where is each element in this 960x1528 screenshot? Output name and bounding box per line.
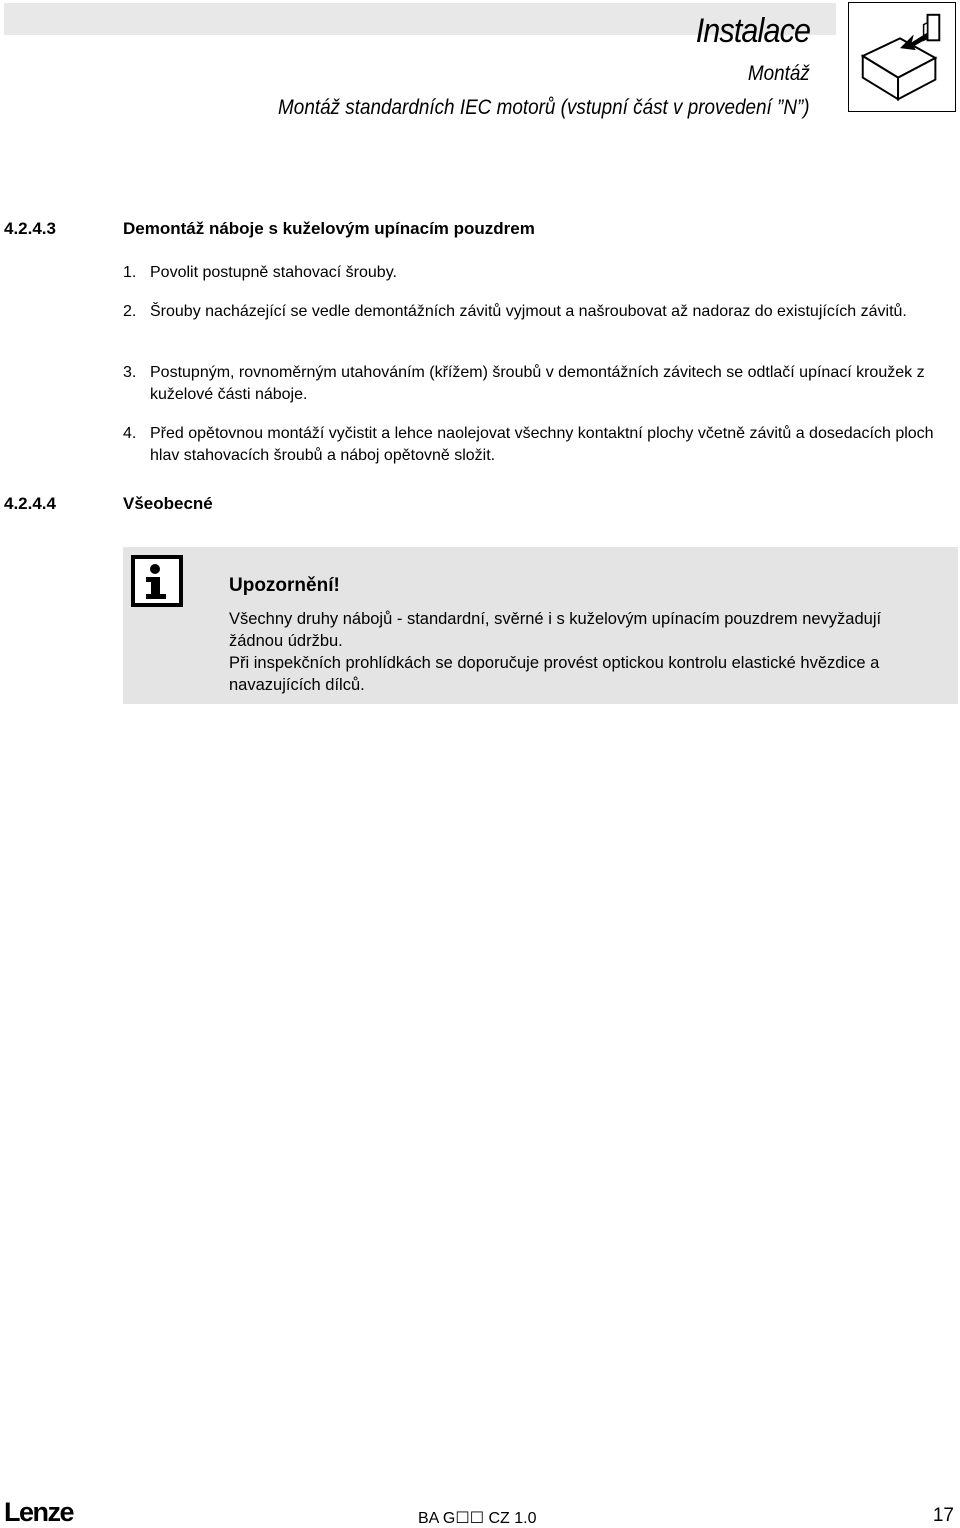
install-box-icon bbox=[848, 2, 956, 112]
note-line: Při inspekčních prohlídkách se doporučuje provést optickou kontrolu elastické hvězdice a navazujících dílců. bbox=[229, 654, 880, 694]
info-icon bbox=[131, 555, 183, 607]
step-number: 2. bbox=[123, 303, 137, 320]
note-line: Všechny druhy nábojů - standardní, svěrné i s kuželovým upínacím pouzdrem nevyžadují žádnou údržbu. bbox=[229, 610, 882, 650]
lenze-logo: Lenze bbox=[4, 1497, 74, 1527]
note-title: Upozornění! bbox=[229, 575, 340, 596]
list-item bbox=[123, 301, 943, 323]
step-text: Postupným, rovnoměrným utahováním (křížem) šroubů v demontážních závitech se odtlačí upínací kroužek z kuželové části náboje. bbox=[150, 364, 925, 403]
document-code: BA G☐☐ CZ 1.0 bbox=[418, 1510, 537, 1527]
note-box bbox=[123, 547, 958, 704]
section-title: Všeobecné bbox=[123, 494, 213, 513]
list-item bbox=[123, 423, 943, 467]
page-subtitle: Montáž bbox=[748, 62, 810, 85]
note-text bbox=[229, 608, 929, 696]
step-number: 3. bbox=[123, 364, 137, 381]
step-text: Šrouby nacházející se vedle demontážních závitů vyjmout a našroubovat až nadoraz do existujících závitů. bbox=[150, 303, 907, 320]
step-text: Povolit postupně stahovací šrouby. bbox=[150, 264, 397, 281]
section-number: 4.2.4.4 bbox=[4, 494, 56, 513]
page-number: 17 bbox=[932, 1505, 954, 1526]
step-text: Před opětovnou montáží vyčistit a lehce naolejovat všechny kontaktní plochy včetně závitů a dosedacích ploch hlav stahovacích šroubů a náboj opětovně složit. bbox=[150, 425, 934, 464]
page-title: Instalace bbox=[695, 12, 810, 50]
page-subtitle-detail: Montáž standardních IEC motorů (vstupní část v provedení ”N”) bbox=[278, 96, 810, 119]
step-number: 1. bbox=[123, 264, 137, 281]
section-number: 4.2.4.3 bbox=[4, 219, 56, 238]
list-item bbox=[123, 262, 943, 284]
section-title: Demontáž náboje s kuželovým upínacím pouzdrem bbox=[123, 219, 535, 238]
list-item bbox=[123, 362, 943, 406]
step-number: 4. bbox=[123, 425, 137, 442]
